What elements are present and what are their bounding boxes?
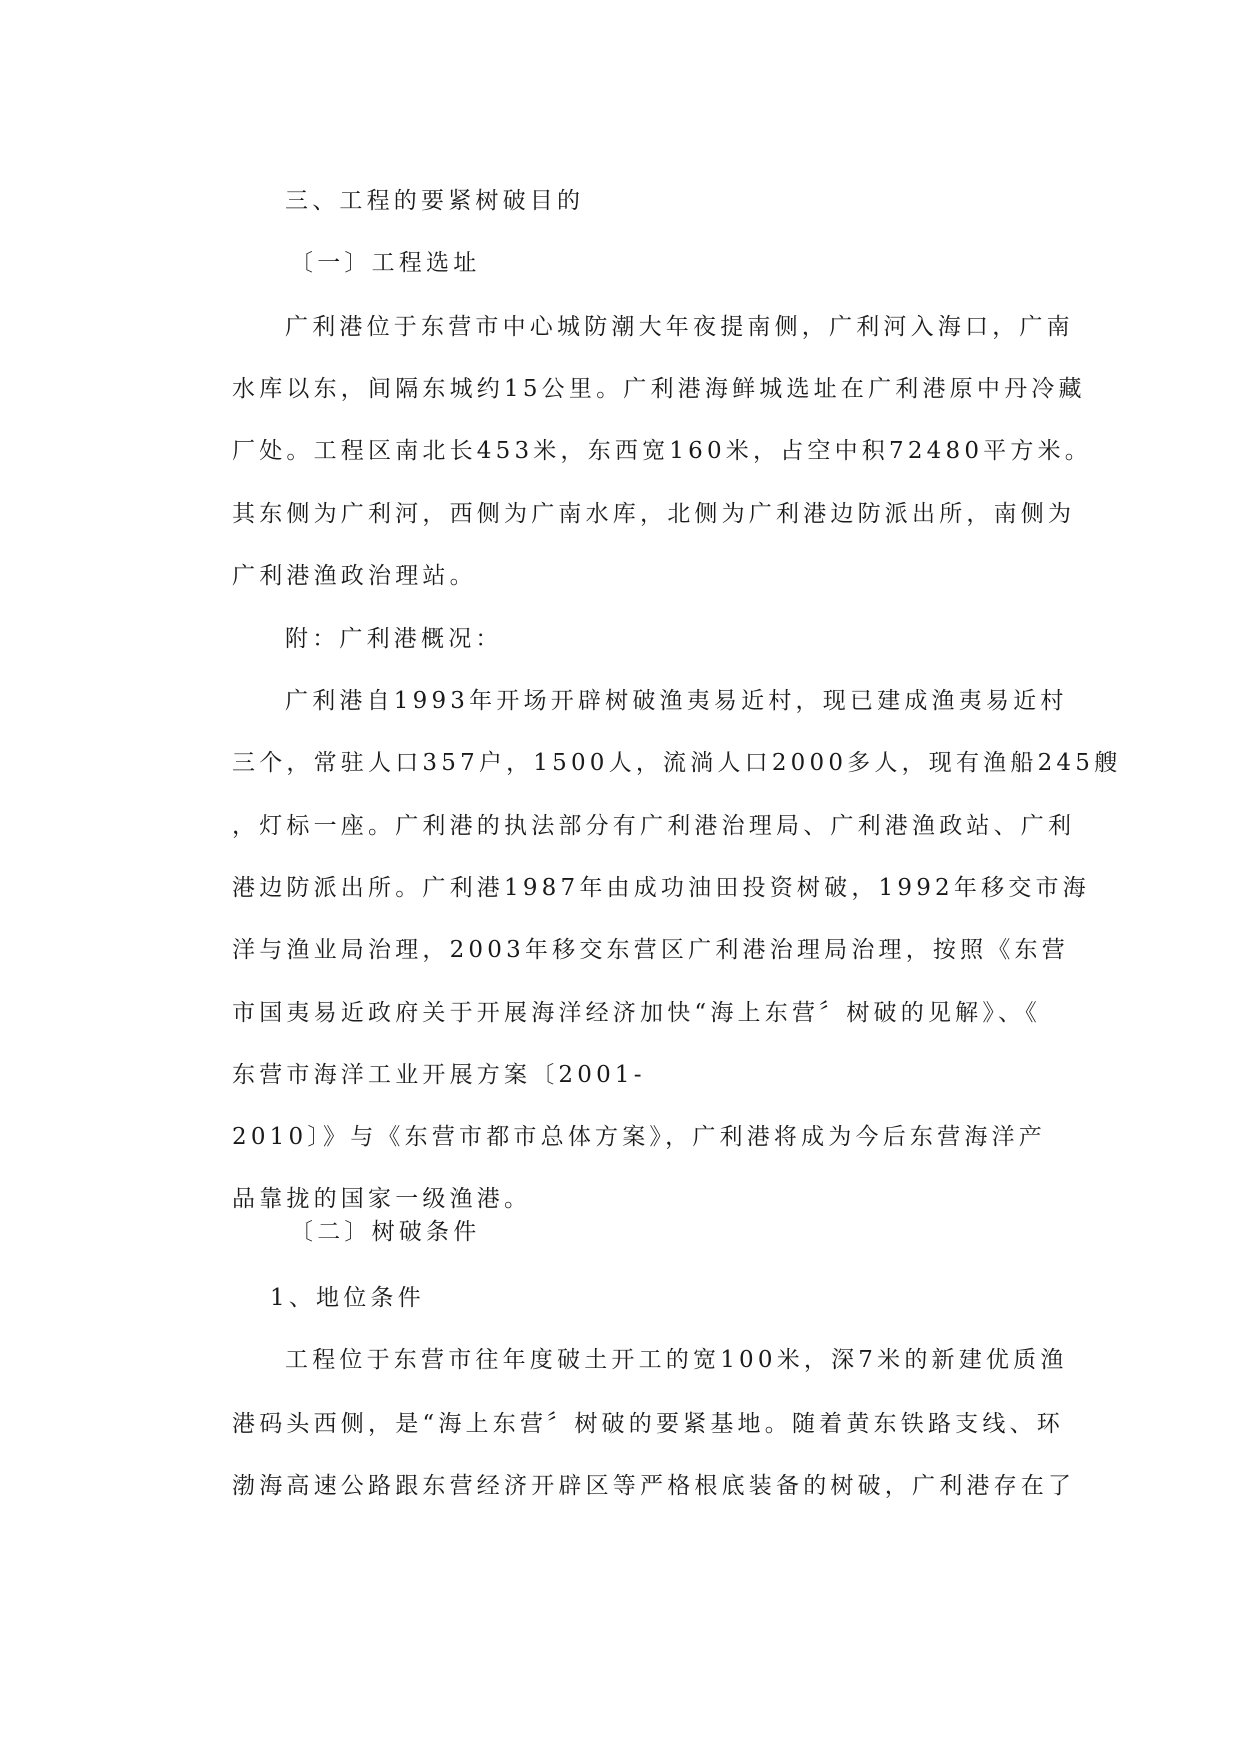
paragraph-line: 港码头西侧，是“海上东营〞树破的要紧基地。随着黄东铁路支线、环 <box>232 1411 1064 1437</box>
paragraph-line: 广利港渔政治理站。 <box>232 563 477 589</box>
paragraph-line: 三个，常驻人口357户，1500人，流淌人口2000多人，现有渔船245艘 <box>232 750 1122 776</box>
paragraph-line: 市国夷易近政府关于开展海洋经济加快“海上东营〞树破的见解》、《 <box>232 1000 1041 1026</box>
paragraph-line: 水库以东，间隔东城约15公里。广利港海鲜城选址在广利港原中丹冷藏 <box>232 376 1086 402</box>
section-heading: 三、工程的要紧树破目的 <box>285 188 585 214</box>
paragraph-line: 港边防派出所。广利港1987年由成功油田投资树破，1992年移交市海 <box>232 875 1090 901</box>
paragraph-line: 东营市海洋工业开展方案〔2001- <box>232 1062 646 1088</box>
item-heading: 1、地位条件 <box>270 1285 425 1311</box>
paragraph-line: 品靠拢的国家一级渔港。 <box>232 1186 532 1212</box>
paragraph-line: 2010〕》与《东营市都市总体方案》，广利港将成为今后东营海洋产 <box>232 1124 1046 1150</box>
paragraph-line: ，灯标一座。广利港的执法部分有广利港治理局、广利港渔政站、广利 <box>232 813 1076 839</box>
paragraph-line: 渤海高速公路跟东营经济开辟区等严格根底装备的树破，广利港存在了 <box>232 1473 1076 1499</box>
paragraph-line: 洋与渔业局治理，2003年移交东营区广利港治理局治理，按照《东营 <box>232 937 1069 963</box>
subsection-heading: 〔二〕树破条件 <box>290 1219 481 1245</box>
paragraph-line: 其东侧为广利河，西侧为广南水库，北侧为广利港边防派出所，南侧为 <box>232 501 1076 527</box>
paragraph-line: 广利港自1993年开场开辟树破渔夷易近村，现已建成渔夷易近村 <box>285 688 1068 714</box>
paragraph-line: 广利港位于东营市中心城防潮大年夜提南侧，广利河入海口，广南 <box>285 314 1074 340</box>
paragraph-line: 厂处。工程区南北长453米，东西宽160米，占空中积72480平方米。 <box>232 438 1092 464</box>
note-heading: 附：广利港概况： <box>285 626 503 652</box>
subsection-heading: 〔一〕工程选址 <box>290 250 481 276</box>
paragraph-line: 工程位于东营市往年度破土开工的宽100米，深7米的新建优质渔 <box>285 1347 1068 1373</box>
